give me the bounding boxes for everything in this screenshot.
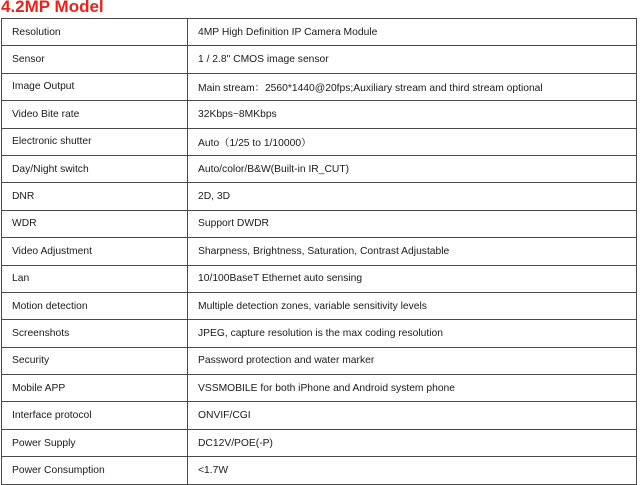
- spec-value: Support DWDR: [188, 210, 637, 237]
- spec-value: Multiple detection zones, variable sensitivity levels: [188, 292, 637, 319]
- spec-label: Motion detection: [2, 292, 188, 319]
- spec-label: Sensor: [2, 46, 188, 73]
- page-title: 4.2MP Model: [1, 0, 104, 16]
- table-row: [2, 183, 637, 210]
- spec-label: Video Bite rate: [2, 101, 188, 128]
- table-row: [2, 457, 637, 484]
- table-row: [2, 46, 637, 73]
- spec-value: Auto（1/25 to 1/10000）: [188, 128, 637, 155]
- spec-value: ONVIF/CGI: [188, 402, 637, 429]
- table-row: [2, 73, 637, 100]
- spec-label: Day/Night switch: [2, 155, 188, 182]
- spec-value: Password protection and water marker: [188, 347, 637, 374]
- table-row: [2, 19, 637, 46]
- spec-label: Power Supply: [2, 429, 188, 456]
- spec-value: 10/100BaseT Ethernet auto sensing: [188, 265, 637, 292]
- spec-table-body: [2, 19, 637, 485]
- table-row: [2, 128, 637, 155]
- spec-value: Auto/color/B&W(Built-in IR_CUT): [188, 155, 637, 182]
- table-row: [2, 347, 637, 374]
- spec-label: Resolution: [2, 19, 188, 46]
- spec-label: DNR: [2, 183, 188, 210]
- spec-label: Interface protocol: [2, 402, 188, 429]
- table-row: [2, 429, 637, 456]
- spec-label: Video Adjustment: [2, 238, 188, 265]
- spec-table: [1, 18, 637, 485]
- spec-value: <1.7W: [188, 457, 637, 484]
- table-row: [2, 402, 637, 429]
- spec-label: Image Output: [2, 73, 188, 100]
- table-row: [2, 320, 637, 347]
- spec-label: Screenshots: [2, 320, 188, 347]
- table-row: [2, 265, 637, 292]
- table-row: [2, 210, 637, 237]
- spec-label: Power Consumption: [2, 457, 188, 484]
- spec-value: 32Kbps~8MKbps: [188, 101, 637, 128]
- spec-label: WDR: [2, 210, 188, 237]
- table-row: [2, 375, 637, 402]
- spec-value: DC12V/POE(-P): [188, 429, 637, 456]
- table-row: [2, 238, 637, 265]
- spec-label: Security: [2, 347, 188, 374]
- spec-value: 1 / 2.8" CMOS image sensor: [188, 46, 637, 73]
- table-row: [2, 155, 637, 182]
- spec-value: 4MP High Definition IP Camera Module: [188, 19, 637, 46]
- spec-label: Lan: [2, 265, 188, 292]
- spec-value: Main stream：2560*1440@20fps;Auxiliary stream and third stream optional: [188, 73, 637, 100]
- spec-value: Sharpness, Brightness, Saturation, Contrast Adjustable: [188, 238, 637, 265]
- spec-value: 2D, 3D: [188, 183, 637, 210]
- spec-label: Mobile APP: [2, 375, 188, 402]
- table-row: [2, 292, 637, 319]
- spec-value: VSSMOBILE for both iPhone and Android system phone: [188, 375, 637, 402]
- spec-label: Electronic shutter: [2, 128, 188, 155]
- spec-value: JPEG, capture resolution is the max coding resolution: [188, 320, 637, 347]
- table-row: [2, 101, 637, 128]
